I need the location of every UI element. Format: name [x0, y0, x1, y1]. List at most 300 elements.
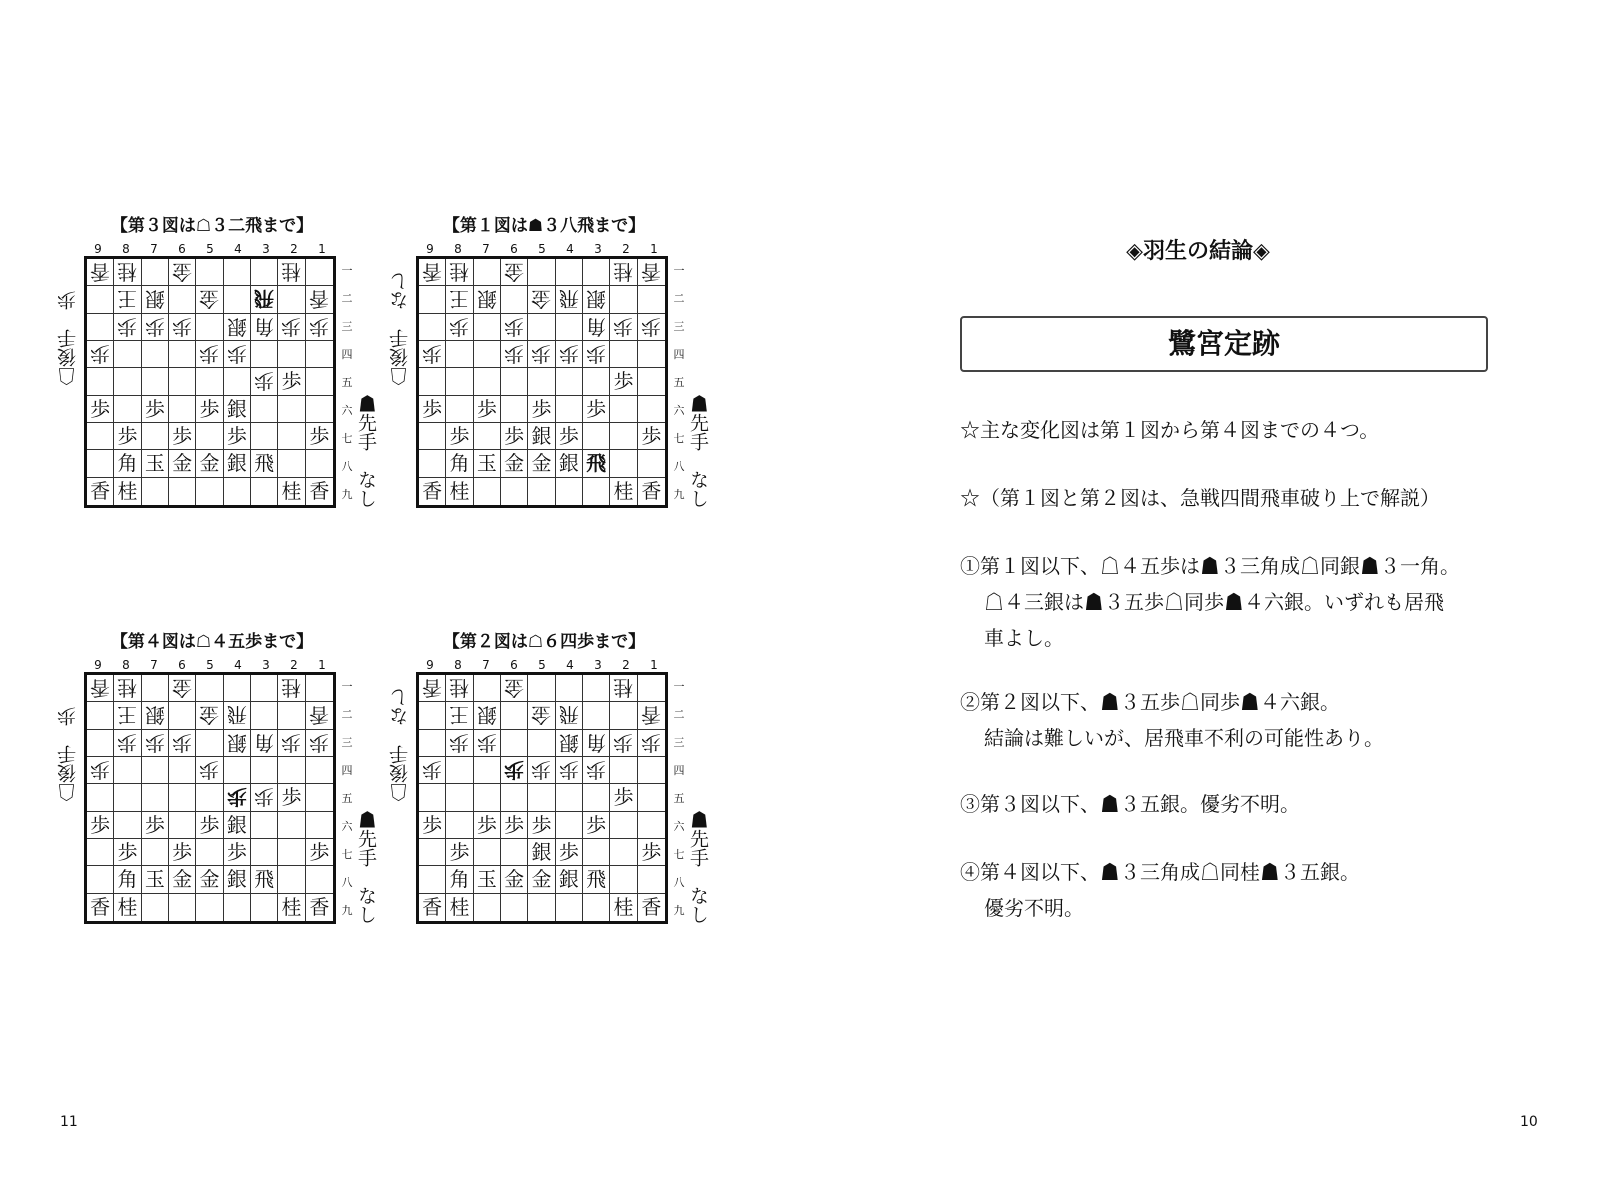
board-square — [278, 286, 305, 313]
gote-piece: 歩 — [90, 758, 111, 783]
board-square — [583, 702, 610, 729]
board-square — [87, 423, 114, 450]
board-square — [169, 757, 196, 784]
board-square — [556, 894, 583, 921]
sente-piece: 歩 — [449, 840, 470, 865]
board-square — [196, 314, 223, 341]
rank-label: 七 — [341, 848, 353, 861]
file-label: 6 — [178, 658, 186, 672]
board-square — [169, 396, 196, 423]
board-square — [169, 368, 196, 395]
board-square — [446, 259, 473, 286]
sente-piece: 桂 — [281, 895, 302, 920]
file-label: 8 — [122, 658, 130, 672]
sente-piece: 銀 — [226, 867, 247, 892]
sente-piece: 金 — [531, 451, 552, 476]
rank-label: 四 — [673, 348, 685, 361]
file-label: 9 — [426, 242, 434, 256]
sente-piece: 玉 — [144, 451, 165, 476]
gote-piece: 桂 — [613, 260, 634, 285]
gote-piece: 桂 — [449, 676, 470, 701]
board-square — [306, 730, 333, 757]
file-labels — [416, 658, 668, 672]
rank-label: 二 — [341, 292, 353, 305]
board-square — [87, 702, 114, 729]
board-square — [556, 812, 583, 839]
board-square — [528, 866, 555, 893]
sente-piece: 歩 — [199, 812, 220, 837]
gote-piece: 歩 — [504, 314, 525, 339]
rank-label: 七 — [341, 432, 353, 445]
board-square — [169, 812, 196, 839]
gote-piece: 桂 — [281, 676, 302, 701]
rank-label: 二 — [673, 292, 685, 305]
gote-piece: 王 — [117, 703, 138, 728]
board-square — [528, 368, 555, 395]
paragraph-line: ①第１図以下、☖４五歩は☗３三角成☖同銀☗３一角。 — [960, 554, 1460, 578]
board-square — [196, 812, 223, 839]
file-label: 6 — [510, 658, 518, 672]
board-square — [474, 702, 501, 729]
gote-piece: 王 — [449, 703, 470, 728]
board-square — [638, 866, 665, 893]
gote-piece: 桂 — [117, 676, 138, 701]
board-square — [114, 478, 141, 505]
board-square — [114, 839, 141, 866]
gote-piece: 歩 — [531, 758, 552, 783]
board-square — [528, 314, 555, 341]
sente-piece: 歩 — [558, 840, 579, 865]
board-square — [501, 839, 528, 866]
gote-piece: 桂 — [117, 260, 138, 285]
rank-label: 五 — [341, 376, 353, 389]
file-label: 4 — [566, 242, 574, 256]
sente-piece: 香 — [641, 479, 662, 504]
board-square — [169, 894, 196, 921]
board-square — [638, 259, 665, 286]
board-square — [196, 450, 223, 477]
board-square — [638, 812, 665, 839]
sente-piece: 歩 — [309, 840, 330, 865]
sente-piece: 歩 — [504, 424, 525, 449]
sente-piece: 角 — [449, 867, 470, 892]
shogi-board — [416, 672, 668, 924]
gote-piece: 歩 — [641, 314, 662, 339]
board-square — [87, 675, 114, 702]
board-square — [251, 894, 278, 921]
board-square — [501, 894, 528, 921]
board-square — [583, 839, 610, 866]
board-square — [474, 757, 501, 784]
board-square — [114, 757, 141, 784]
board-square — [87, 286, 114, 313]
sente-piece: 角 — [117, 867, 138, 892]
gote-piece: 歩 — [281, 730, 302, 755]
board-square — [196, 478, 223, 505]
rank-labels — [672, 672, 686, 924]
gote-piece: 金 — [199, 703, 220, 728]
sente-piece: 香 — [422, 479, 443, 504]
gote-hand: ☖後手 歩 — [57, 707, 79, 802]
paragraph — [960, 548, 1500, 656]
sente-piece: 銀 — [558, 867, 579, 892]
board-square — [114, 894, 141, 921]
board-square — [142, 839, 169, 866]
board-square — [306, 396, 333, 423]
board-square — [419, 839, 446, 866]
paragraph-line: 車よし。 — [984, 626, 1064, 650]
sente-piece: 歩 — [613, 785, 634, 810]
gote-hand: ☖後手 歩 — [57, 291, 79, 386]
board-square — [583, 478, 610, 505]
rank-label: 九 — [673, 904, 685, 917]
file-label: 1 — [318, 658, 326, 672]
board-square — [196, 368, 223, 395]
board-square — [556, 866, 583, 893]
board-square — [638, 396, 665, 423]
board-square — [419, 478, 446, 505]
board-square — [610, 314, 637, 341]
board-square — [501, 341, 528, 368]
sente-piece: 飛 — [586, 451, 607, 476]
board-square — [87, 450, 114, 477]
paragraph — [960, 786, 1500, 822]
board-square — [528, 396, 555, 423]
board-square — [196, 341, 223, 368]
gote-hand: ☖後手 なし — [389, 272, 411, 386]
sente-piece: 飛 — [254, 867, 275, 892]
board-square — [419, 784, 446, 811]
board-square — [306, 812, 333, 839]
sente-piece: 銀 — [531, 424, 552, 449]
sente-piece: 歩 — [226, 424, 247, 449]
paragraph — [960, 412, 1500, 448]
board-square — [196, 286, 223, 313]
board-square — [583, 812, 610, 839]
gote-piece: 金 — [172, 260, 193, 285]
board-square — [114, 675, 141, 702]
board-square — [114, 450, 141, 477]
gote-piece: 歩 — [309, 314, 330, 339]
gote-piece: 歩 — [613, 314, 634, 339]
sente-piece: 桂 — [449, 479, 470, 504]
file-label: 3 — [594, 658, 602, 672]
board-square — [251, 423, 278, 450]
board-square — [446, 730, 473, 757]
file-label: 7 — [482, 242, 490, 256]
board-square — [169, 314, 196, 341]
file-label: 4 — [566, 658, 574, 672]
board-square — [306, 784, 333, 811]
board-square — [556, 839, 583, 866]
gote-piece: 歩 — [172, 730, 193, 755]
board-square — [474, 450, 501, 477]
rank-label: 六 — [673, 820, 685, 833]
board-square — [196, 784, 223, 811]
file-label: 7 — [150, 658, 158, 672]
sente-piece: 香 — [641, 895, 662, 920]
board-square — [610, 784, 637, 811]
paragraph-line: ☆（第１図と第２図は、急戦四間飛車破り上で解説） — [960, 486, 1440, 510]
board-square — [528, 450, 555, 477]
board-square — [306, 423, 333, 450]
board-square — [142, 702, 169, 729]
board-square — [638, 368, 665, 395]
sente-piece: 香 — [309, 479, 330, 504]
file-label: 7 — [482, 658, 490, 672]
file-label: 3 — [262, 658, 270, 672]
board-square — [474, 675, 501, 702]
file-labels — [84, 658, 336, 672]
board-square — [251, 784, 278, 811]
board-square — [528, 423, 555, 450]
board-square — [278, 396, 305, 423]
board-square — [251, 368, 278, 395]
board-square — [419, 702, 446, 729]
gote-piece: 歩 — [641, 730, 662, 755]
sente-piece: 歩 — [90, 812, 111, 837]
board-square — [169, 702, 196, 729]
board-square — [251, 757, 278, 784]
rank-label: 四 — [341, 764, 353, 777]
board-square — [196, 702, 223, 729]
board-square — [142, 894, 169, 921]
board-square — [169, 478, 196, 505]
board-square — [278, 423, 305, 450]
board-square — [196, 866, 223, 893]
gote-piece: 角 — [586, 314, 607, 339]
board-square — [306, 450, 333, 477]
board-square — [501, 368, 528, 395]
board-square — [528, 757, 555, 784]
board-square — [528, 286, 555, 313]
board-square — [224, 396, 251, 423]
board-square — [583, 675, 610, 702]
board-square — [251, 839, 278, 866]
sente-piece: 金 — [504, 867, 525, 892]
sente-piece: 歩 — [281, 369, 302, 394]
sente-piece: 歩 — [586, 812, 607, 837]
board-square — [87, 314, 114, 341]
sente-piece: 歩 — [449, 424, 470, 449]
rank-label: 五 — [673, 376, 685, 389]
board-square — [528, 259, 555, 286]
board-square — [446, 368, 473, 395]
board-square — [556, 314, 583, 341]
sente-piece: 玉 — [144, 867, 165, 892]
board-square — [224, 259, 251, 286]
board-square — [278, 894, 305, 921]
paragraph-line: 結論は難しいが、居飛車不利の可能性あり。 — [984, 726, 1384, 750]
board-square — [474, 839, 501, 866]
file-label: 9 — [94, 242, 102, 256]
board-square — [474, 812, 501, 839]
gote-piece: 歩 — [476, 730, 497, 755]
board-square — [419, 866, 446, 893]
board-square — [446, 341, 473, 368]
board-square — [638, 702, 665, 729]
sente-piece: 金 — [504, 451, 525, 476]
board-square — [114, 259, 141, 286]
board-square — [501, 812, 528, 839]
sente-piece: 歩 — [281, 785, 302, 810]
board-square — [638, 730, 665, 757]
board-square — [610, 368, 637, 395]
board-square — [169, 341, 196, 368]
gote-piece: 金 — [531, 703, 552, 728]
board-square — [142, 866, 169, 893]
board-square — [583, 730, 610, 757]
board-square — [306, 286, 333, 313]
file-label: 1 — [650, 242, 658, 256]
board-square — [114, 730, 141, 757]
board-square — [278, 259, 305, 286]
sente-piece: 歩 — [641, 424, 662, 449]
sente-hand: ☗先手 なし — [355, 394, 377, 508]
board-square — [142, 784, 169, 811]
board-square — [87, 730, 114, 757]
board-square — [169, 866, 196, 893]
board-square — [556, 730, 583, 757]
board-square — [474, 286, 501, 313]
sente-piece: 歩 — [531, 812, 552, 837]
sente-piece: 銀 — [226, 396, 247, 421]
sente-piece: 歩 — [613, 369, 634, 394]
board-square — [142, 341, 169, 368]
rank-label: 八 — [673, 460, 685, 473]
diagram-title: 【第３図は☖３二飛まで】 — [110, 216, 314, 236]
gote-piece: 歩 — [531, 342, 552, 367]
sente-piece: 歩 — [531, 396, 552, 421]
sente-hand: ☗先手 なし — [687, 810, 709, 924]
board-square — [583, 259, 610, 286]
board-square — [196, 675, 223, 702]
board-square — [583, 894, 610, 921]
board-square — [419, 341, 446, 368]
board-square — [528, 894, 555, 921]
board-square — [114, 396, 141, 423]
sente-piece: 金 — [531, 867, 552, 892]
board-square — [278, 812, 305, 839]
board-square — [169, 675, 196, 702]
board-square — [610, 702, 637, 729]
board-square — [501, 423, 528, 450]
diagram-title: 【第４図は☖４五歩まで】 — [110, 632, 314, 652]
sente-piece: 飛 — [586, 867, 607, 892]
sente-piece: 歩 — [172, 424, 193, 449]
board-square — [224, 839, 251, 866]
board-square — [501, 286, 528, 313]
shogi-board — [84, 672, 336, 924]
sente-piece: 香 — [309, 895, 330, 920]
board-square — [169, 450, 196, 477]
board-square — [556, 259, 583, 286]
paragraph — [960, 684, 1500, 756]
board-square — [114, 286, 141, 313]
file-label: 7 — [150, 242, 158, 256]
gote-piece: 歩 — [117, 314, 138, 339]
board-square — [114, 812, 141, 839]
rank-label: 五 — [673, 792, 685, 805]
paragraph-line: ③第３図以下、☗３五銀。優劣不明。 — [960, 792, 1300, 816]
diagram-title: 【第２図は☖６四歩まで】 — [442, 632, 646, 652]
gote-piece: 歩 — [422, 758, 443, 783]
paragraph — [960, 854, 1500, 926]
board-square — [610, 423, 637, 450]
gote-piece: 桂 — [281, 260, 302, 285]
rank-label: 九 — [673, 488, 685, 501]
board-square — [251, 730, 278, 757]
file-label: 5 — [206, 658, 214, 672]
rank-label: 九 — [341, 904, 353, 917]
file-label: 2 — [290, 658, 298, 672]
file-label: 1 — [650, 658, 658, 672]
file-label: 9 — [94, 658, 102, 672]
board-square — [446, 396, 473, 423]
gote-piece: 角 — [586, 730, 607, 755]
board-square — [142, 314, 169, 341]
gote-piece: 金 — [172, 676, 193, 701]
sente-piece: 銀 — [226, 451, 247, 476]
board-square — [114, 702, 141, 729]
board-square — [142, 450, 169, 477]
board-square — [142, 730, 169, 757]
rank-label: 一 — [341, 264, 353, 277]
board-square — [446, 423, 473, 450]
gote-piece: 銀 — [476, 287, 497, 312]
board-square — [306, 839, 333, 866]
rank-label: 六 — [673, 404, 685, 417]
board-square — [251, 675, 278, 702]
board-square — [251, 286, 278, 313]
gote-piece: 歩 — [586, 758, 607, 783]
board-square — [610, 396, 637, 423]
board-square — [224, 866, 251, 893]
board-square — [446, 784, 473, 811]
board-square — [446, 894, 473, 921]
gote-piece: 歩 — [254, 785, 275, 810]
board-square — [196, 894, 223, 921]
board-square — [419, 757, 446, 784]
gote-piece: 香 — [309, 287, 330, 312]
board-square — [419, 286, 446, 313]
sente-piece: 金 — [172, 867, 193, 892]
gote-piece: 銀 — [226, 314, 247, 339]
board-square — [638, 839, 665, 866]
gote-piece: 香 — [309, 703, 330, 728]
title-text: 鷺宮定跡 — [1167, 327, 1280, 360]
file-label: 8 — [122, 242, 130, 256]
board-square — [583, 341, 610, 368]
board-square — [251, 450, 278, 477]
paragraph-line: ④第４図以下、☗３三角成☖同桂☗３五銀。 — [960, 860, 1360, 884]
board-square — [87, 894, 114, 921]
file-label: 4 — [234, 658, 242, 672]
gote-piece: 角 — [254, 730, 275, 755]
rank-labels — [672, 256, 686, 508]
board-square — [446, 702, 473, 729]
board-square — [556, 341, 583, 368]
gote-piece: 飛 — [558, 287, 579, 312]
board-square — [638, 894, 665, 921]
board-square — [306, 259, 333, 286]
board-square — [169, 784, 196, 811]
board-square — [556, 784, 583, 811]
sente-piece: 飛 — [254, 451, 275, 476]
board-square — [251, 396, 278, 423]
board-square — [306, 368, 333, 395]
board-square — [501, 314, 528, 341]
